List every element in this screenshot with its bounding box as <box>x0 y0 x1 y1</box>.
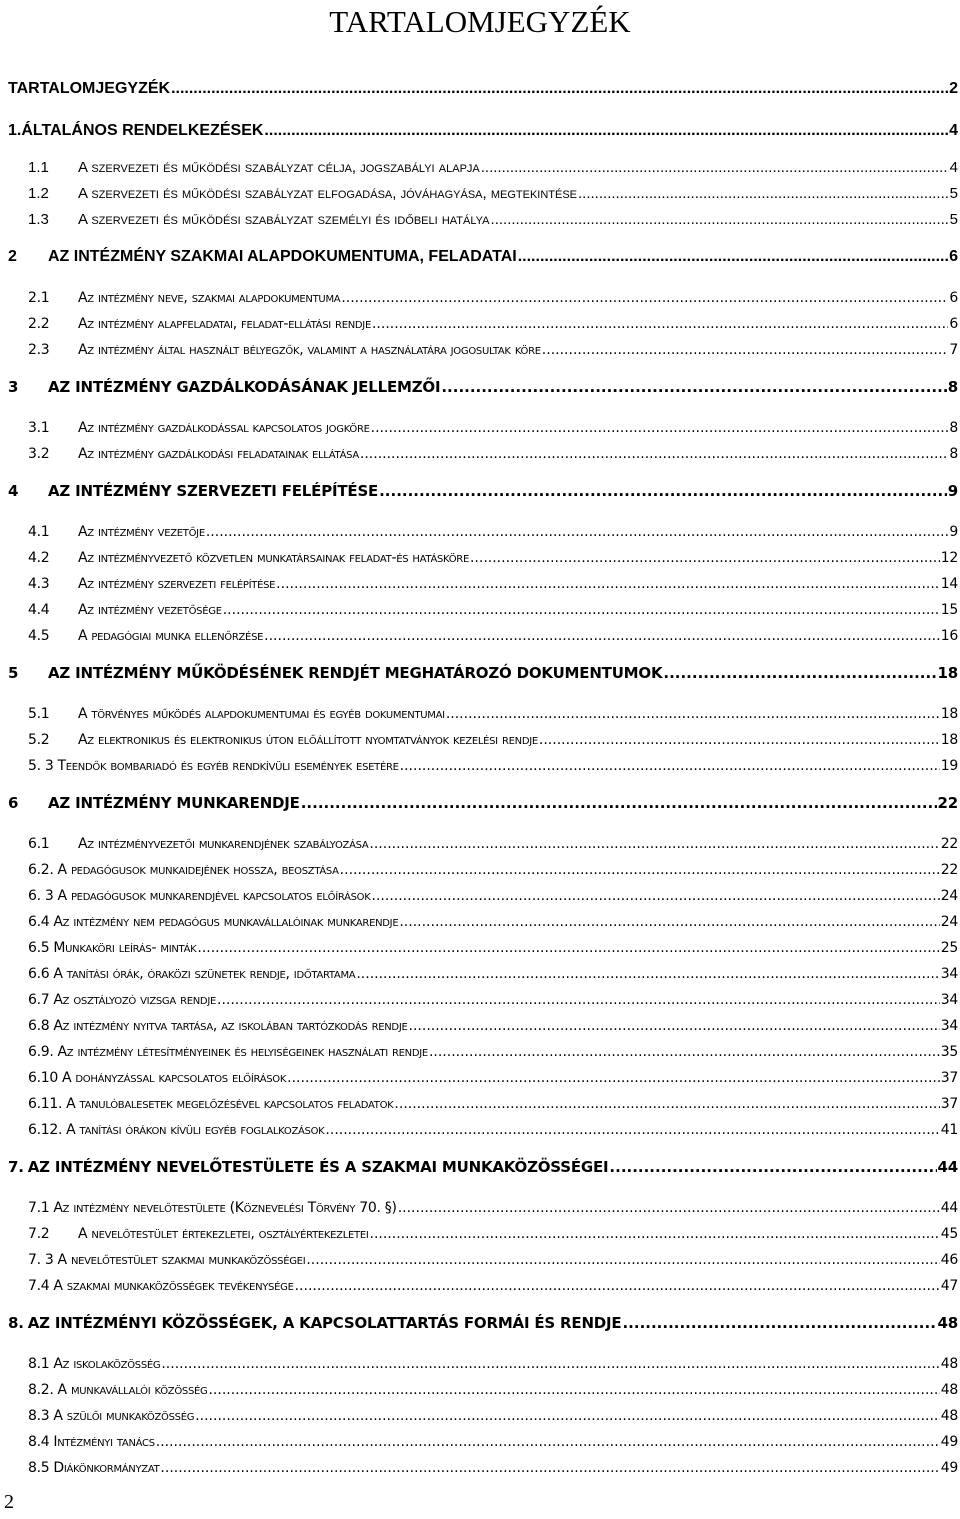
toc-entry-title: Az intézmény alapfeladatai, feladat-ellátási rendje <box>78 316 371 332</box>
toc-entry-page: 47 <box>940 1278 958 1294</box>
toc-entry-title: A nevelőtestület szakmai munkaközösségei <box>57 1252 306 1268</box>
toc-entry-page: 19 <box>940 758 958 774</box>
toc-entry-number: 7.1 <box>28 1200 50 1216</box>
toc-dot-leader <box>394 1093 939 1115</box>
toc-entry-title: AZ INTÉZMÉNY NEVELŐTESTÜLETE ÉS A SZAKMAI MUNKAKÖZÖSSÉGEI <box>27 1158 609 1176</box>
toc-entry-number: 6.7 <box>28 992 50 1008</box>
toc-entry-page: 4 <box>949 159 958 176</box>
toc-entry-page: 8 <box>947 378 958 396</box>
toc-entry-title: A tanítási órák, óraközi szünetek rendje, időtartama <box>53 966 356 982</box>
toc-entry-number: 4.2 <box>28 550 50 566</box>
toc-entry[interactable] <box>28 417 958 439</box>
toc-entry-page: 6 <box>949 248 958 265</box>
toc-entry[interactable] <box>28 183 958 205</box>
toc-entry-page: 46 <box>940 1252 958 1268</box>
toc-entry-page: 8 <box>949 446 958 462</box>
toc-entry-number: 8.1 <box>28 1356 50 1372</box>
toc-entry-number: 8.2. <box>28 1382 54 1398</box>
toc-entry-number: 8.4 <box>28 1434 50 1450</box>
toc-dot-leader <box>264 120 948 142</box>
toc-entry[interactable] <box>28 1405 958 1427</box>
toc-entry-title: Az intézmény gazdálkodási feladatainak ellátása <box>78 446 359 462</box>
toc-dot-leader <box>306 1249 939 1271</box>
toc-dot-leader <box>340 859 940 881</box>
toc-dot-leader <box>264 625 940 647</box>
toc-entry-title: Az intézmény létesítményeinek és helyiségeinek használati rendje <box>57 1044 428 1060</box>
toc-entry-number: 4.4 <box>28 602 50 618</box>
toc-dot-leader <box>156 1431 940 1453</box>
toc-entry-number: 3 <box>8 378 19 396</box>
toc-entry[interactable] <box>8 792 958 814</box>
toc-entry[interactable] <box>28 1223 958 1245</box>
toc-entry-title: Az intézmény által használt bélyegzők, valamint a használatára jogosultak köre <box>78 342 541 358</box>
toc-dot-leader <box>609 1156 936 1178</box>
toc-dot-leader <box>539 729 940 751</box>
toc-entry-title: Munkaköri leírás- minták <box>53 940 197 956</box>
toc-entry[interactable] <box>8 246 958 268</box>
toc-entry-number: 6.8 <box>28 1018 50 1034</box>
toc-entry[interactable] <box>28 937 958 959</box>
toc-entry[interactable] <box>8 480 958 502</box>
toc-entry-title: Az iskolaközösség <box>53 1356 161 1372</box>
toc-entry[interactable] <box>28 313 958 335</box>
toc-entry[interactable] <box>28 1093 958 1115</box>
toc-entry-page: 5 <box>949 185 958 202</box>
toc-entry-page: 2 <box>949 80 958 97</box>
toc-entry-number: 4.1 <box>28 524 50 540</box>
toc-entry[interactable] <box>8 1312 958 1334</box>
toc-entry-page: 44 <box>940 1200 958 1216</box>
toc-dot-leader <box>360 443 948 465</box>
toc-entry-page: 25 <box>940 940 958 956</box>
toc-entry-title: Az intézmény vezetősége <box>78 602 222 618</box>
toc-entry-page: 9 <box>949 524 958 540</box>
toc-entry-number: 3.1 <box>28 420 50 436</box>
toc-entry-page: 45 <box>940 1226 958 1242</box>
toc-entry-title: Intézményi tanács <box>53 1434 155 1450</box>
toc-entry-page: 16 <box>940 628 958 644</box>
toc-entry[interactable] <box>28 1067 958 1089</box>
toc-entry-page: 24 <box>940 914 958 930</box>
toc-entry[interactable] <box>28 703 958 725</box>
toc-entry-title: Teendők bombariadó és egyéb rendkívüli események esetére <box>57 758 399 774</box>
toc-entry-number: 7. 3 <box>28 1252 54 1268</box>
toc-entry[interactable] <box>28 573 958 595</box>
toc-entry[interactable] <box>28 1119 958 1141</box>
toc-entry-page: 34 <box>940 966 958 982</box>
toc-entry-title: AZ INTÉZMÉNY GAZDÁLKODÁSÁNAK JELLEMZŐI <box>48 378 441 396</box>
toc-entry[interactable] <box>28 521 958 543</box>
toc-entry[interactable] <box>28 1015 958 1037</box>
toc-entry-title: Az intézmény nem pedagógus munkavállalóinak munkarendje <box>53 914 399 930</box>
toc-dot-leader <box>371 417 949 439</box>
toc-entry-number: 5.1 <box>28 706 50 722</box>
toc-entry[interactable] <box>28 1353 958 1375</box>
toc-entry-title: Az intézmény neve, szakmai alapdokumentuma <box>78 290 341 306</box>
toc-entry[interactable] <box>28 859 958 881</box>
toc-entry-title: Az intézmény nevelőtestülete (Köznevelési Törvény 70. §) <box>53 1200 397 1216</box>
toc-entry-number: 6.6 <box>28 966 50 982</box>
toc-dot-leader <box>379 480 947 502</box>
toc-dot-leader <box>542 339 949 361</box>
page-number: 2 <box>4 1491 14 1513</box>
toc-entry-number: 6.9. <box>28 1044 54 1060</box>
toc-entry[interactable] <box>28 1041 958 1063</box>
toc-dot-leader <box>441 376 946 398</box>
toc-entry-number: 7.2 <box>28 1226 50 1242</box>
toc-entry-page: 44 <box>937 1158 958 1176</box>
toc-entry-page: 18 <box>937 664 958 682</box>
toc-entry-title: AZ INTÉZMÉNY MUNKARENDJE <box>48 794 300 812</box>
toc-entry-title: A nevelőtestület értekezletei, osztályértekezletei <box>78 1226 369 1242</box>
toc-dot-leader <box>161 1353 939 1375</box>
toc-entry-title: Az intézmény nyitva tartása, az iskolában tartózkodás rendje <box>53 1018 408 1034</box>
toc-dot-leader <box>276 573 940 595</box>
toc-entry[interactable] <box>28 209 958 231</box>
toc-entry[interactable] <box>28 989 958 1011</box>
toc-entry-title: Diákönkormányzat <box>53 1460 160 1476</box>
toc-entry[interactable] <box>28 729 958 751</box>
toc-entry-page: 5 <box>949 211 958 228</box>
toc-entry-page: 22 <box>937 794 958 812</box>
toc-entry-title: Az intézmény vezetője <box>78 524 205 540</box>
toc-dot-leader <box>325 1119 939 1141</box>
toc-entry-number: 7.4 <box>28 1278 50 1294</box>
toc-entry-page: 48 <box>940 1382 958 1398</box>
toc-entry[interactable] <box>28 599 958 621</box>
toc-entry-number: 6.12. <box>28 1122 63 1138</box>
toc-dot-leader <box>518 246 948 268</box>
toc-dot-leader <box>369 833 939 855</box>
toc-entry-page: 24 <box>940 888 958 904</box>
toc-dot-leader <box>398 1197 940 1219</box>
toc-entry-page: 22 <box>940 862 958 878</box>
toc-entry-title: A szakmai munkaközösségek tevékenysége <box>53 1278 294 1294</box>
toc-dot-leader <box>372 885 940 907</box>
toc-entry-title: A dohányzással kapcsolatos előírások <box>61 1070 287 1086</box>
toc-entry[interactable] <box>28 1197 958 1219</box>
toc-entry-number: 2.2 <box>28 316 50 332</box>
toc-entry[interactable] <box>28 1431 958 1453</box>
toc-entry[interactable] <box>28 885 958 907</box>
toc-entry[interactable] <box>8 120 958 142</box>
toc-entry-page: 49 <box>940 1460 958 1476</box>
toc-entry[interactable] <box>28 1275 958 1297</box>
toc-dot-leader <box>481 157 949 179</box>
toc-entry[interactable] <box>28 911 958 933</box>
document-title: TARTALOMJEGYZÉK <box>329 4 631 39</box>
toc-entry-title: A szülői munkaközösség <box>53 1408 195 1424</box>
toc-entry-title: Az intézményvezető közvetlen munkatársainak feladat-és hatásköre <box>78 550 469 566</box>
toc-entry-number: 5.2 <box>28 732 50 748</box>
toc-dot-leader <box>295 1275 940 1297</box>
toc-entry-title: A pedagógiai munka ellenőrzése <box>78 628 264 644</box>
toc-entry-title: A munkavállalói közösség <box>57 1382 208 1398</box>
toc-entry-number: 5. 3 <box>28 758 54 774</box>
toc-entry-page: 18 <box>940 706 958 722</box>
toc-entry-number: 8.5 <box>28 1460 50 1476</box>
toc-entry[interactable] <box>28 157 958 179</box>
toc-entry-page: 4 <box>949 122 958 139</box>
toc-entry-number: 8.3 <box>28 1408 50 1424</box>
toc-entry-number: 5 <box>8 664 19 682</box>
toc-entry-title: AZ INTÉZMÉNY SZERVEZETI FELÉPÍTÉSE <box>48 482 379 500</box>
toc-dot-leader <box>470 547 940 569</box>
toc-entry[interactable] <box>28 547 958 569</box>
toc-entry[interactable] <box>28 443 958 465</box>
toc-entry-number: 7. <box>8 1158 24 1176</box>
toc-entry-number: 6.5 <box>28 940 50 956</box>
toc-entry-page: 8 <box>949 420 958 436</box>
toc-entry-page: 37 <box>940 1096 958 1112</box>
toc-entry-page: 37 <box>940 1070 958 1086</box>
toc-entry-title: A tanulóbalesetek megelőzésével kapcsolatos feladatok <box>66 1096 394 1112</box>
toc-entry-title: Az elektronikus és elektronikus úton előállított nyomtatványok kezelési rendje <box>78 732 538 748</box>
toc-dot-leader <box>341 287 948 309</box>
toc-entry[interactable] <box>8 1156 958 1178</box>
toc-entry[interactable] <box>8 376 958 398</box>
toc-dot-leader <box>217 989 940 1011</box>
toc-dot-leader <box>287 1067 940 1089</box>
toc-entry-page: 18 <box>940 732 958 748</box>
toc-entry[interactable] <box>28 287 958 309</box>
toc-entry[interactable] <box>28 339 958 361</box>
toc-entry-title: AZ INTÉZMÉNY SZAKMAI ALAPDOKUMENTUMA, FELADATAI <box>48 248 517 265</box>
toc-entry-page: 48 <box>940 1356 958 1372</box>
toc-entry[interactable] <box>28 833 958 855</box>
toc-entry-number: 6.10 <box>28 1070 58 1086</box>
toc-entry-number: 6.4 <box>28 914 50 930</box>
toc-entry-page: 6 <box>949 290 958 306</box>
toc-entry-title: A tanítási órákon kívüli egyéb foglalkozások <box>66 1122 325 1138</box>
toc-dot-leader <box>301 792 937 814</box>
toc-entry-number: 1.1 <box>28 159 49 176</box>
toc-entry-title: A törvényes működés alapdokumentumai és egyéb dokumentumai <box>78 706 445 722</box>
toc-entry[interactable] <box>28 963 958 985</box>
toc-entry-number: 6. 3 <box>28 888 54 904</box>
toc-entry-number: 8. <box>8 1314 24 1332</box>
toc-entry-number: 6.11. <box>28 1096 63 1112</box>
toc-entry-page: 48 <box>937 1314 958 1332</box>
toc-entry-page: 7 <box>949 342 958 358</box>
toc-entry[interactable] <box>28 625 958 647</box>
toc-entry-title: Az intézményvezetői munkarendjének szabályozása <box>78 836 369 852</box>
toc-entry-number: 6 <box>8 794 19 812</box>
toc-entry-page: 34 <box>940 1018 958 1034</box>
toc-entry-number: 4 <box>8 482 19 500</box>
toc-dot-leader <box>372 313 948 335</box>
toc-dot-leader <box>663 662 936 684</box>
toc-dot-leader <box>622 1312 936 1334</box>
toc-entry-number: 6.1 <box>28 836 50 852</box>
toc-entry-title: Az intézmény szervezeti felépítése <box>78 576 276 592</box>
toc-entry-number: 6.2. <box>28 862 54 878</box>
toc-entry-number: 2.1 <box>28 290 50 306</box>
toc-entry-title: A pedagógusok munkarendjével kapcsolatos előírások <box>57 888 371 904</box>
toc-entry-title: A szervezeti és működési szabályzat elfogadása, jóváhagyása, megtekintése <box>78 185 578 202</box>
toc-dot-leader <box>356 963 939 985</box>
toc-entry-number: 3.2 <box>28 446 50 462</box>
toc-entry-page: 6 <box>949 316 958 332</box>
toc-entry[interactable] <box>8 78 958 100</box>
toc-entry-number: 4.3 <box>28 576 50 592</box>
toc-entry-page: 34 <box>940 992 958 1008</box>
toc-entry-page: 9 <box>947 482 958 500</box>
toc-entry-title: AZ INTÉZMÉNY MŰKÖDÉSÉNEK RENDJÉT MEGHATÁROZÓ DOKUMENTUMOK <box>48 664 663 682</box>
toc-dot-leader <box>399 911 939 933</box>
toc-dot-leader <box>208 1379 939 1401</box>
toc-dot-leader <box>400 755 940 777</box>
toc-entry-title: TARTALOMJEGYZÉK <box>8 80 171 97</box>
toc-dot-leader <box>491 209 949 231</box>
toc-entry[interactable] <box>28 755 958 777</box>
toc-entry-number: 2 <box>8 248 17 265</box>
toc-entry-title: AZ INTÉZMÉNYI KÖZÖSSÉGEK, A KAPCSOLATTARTÁS FORMÁI ÉS RENDJE <box>27 1314 622 1332</box>
toc-entry[interactable] <box>28 1379 958 1401</box>
toc-entry[interactable] <box>8 662 958 684</box>
toc-dot-leader <box>160 1457 939 1479</box>
toc-dot-leader <box>446 703 940 725</box>
toc-dot-leader <box>171 78 948 100</box>
toc-entry-number: 1.2 <box>28 185 49 202</box>
toc-entry-title: A szervezeti és működési szabályzat személyi és időbeli hatálya <box>78 211 490 228</box>
toc-entry-title: 1.ÁLTALÁNOS RENDELKEZÉSEK <box>8 122 264 139</box>
toc-entry-title: Az osztályozó vizsga rendje <box>53 992 216 1008</box>
toc-entry-title: A szervezeti és működési szabályzat célja, jogszabályi alapja <box>78 159 480 176</box>
toc-entry-page: 15 <box>940 602 958 618</box>
toc-entry-page: 48 <box>940 1408 958 1424</box>
toc-dot-leader <box>195 1405 940 1427</box>
toc-dot-leader <box>206 521 949 543</box>
toc-entry[interactable] <box>28 1457 958 1479</box>
toc-entry-page: 49 <box>940 1434 958 1450</box>
toc-entry-title: A pedagógusok munkaidejének hossza, beosztása <box>57 862 339 878</box>
toc-dot-leader <box>223 599 940 621</box>
toc-dot-leader <box>370 1223 940 1245</box>
toc-entry-number: 2.3 <box>28 342 50 358</box>
toc-dot-leader <box>409 1015 940 1037</box>
toc-entry-page: 35 <box>940 1044 958 1060</box>
toc-entry-number: 4.5 <box>28 628 50 644</box>
toc-dot-leader <box>197 937 939 959</box>
toc-entry[interactable] <box>28 1249 958 1271</box>
toc-entry-page: 12 <box>940 550 958 566</box>
toc-dot-leader <box>578 183 949 205</box>
toc-dot-leader <box>429 1041 940 1063</box>
toc-entry-title: Az intézmény gazdálkodással kapcsolatos jogköre <box>78 420 370 436</box>
toc-entry-page: 22 <box>940 836 958 852</box>
toc-entry-number: 1.3 <box>28 211 49 228</box>
toc-entry-page: 41 <box>940 1122 958 1138</box>
toc-entry-page: 14 <box>940 576 958 592</box>
